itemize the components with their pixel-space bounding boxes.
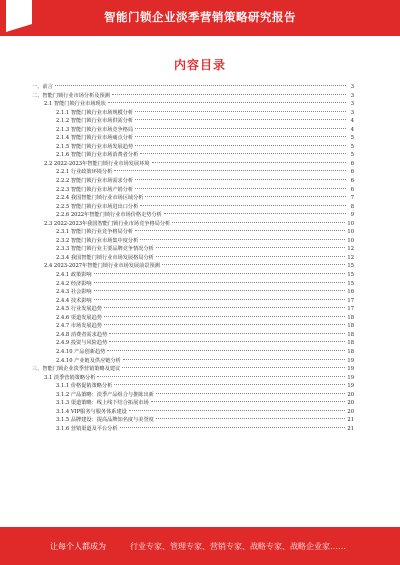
toc-entry-label: 2.3.4 我国智能门锁行业市场发展格局分析: [56, 254, 154, 261]
toc-entry[interactable]: [32, 382, 354, 391]
toc-entry-label: 一、前言: [32, 84, 53, 90]
toc-entry-page: 3: [350, 109, 354, 116]
toc-dot-leader: [94, 299, 346, 300]
toc-entry[interactable]: [32, 254, 354, 263]
toc-dot-leader: [135, 145, 346, 146]
toc-dot-leader: [151, 401, 346, 402]
toc-entry-page: 10: [347, 229, 354, 236]
toc-entry-label: 3.1.4 VIP服务与服务体系建设: [56, 408, 127, 415]
toc-dot-leader: [140, 153, 346, 154]
toc-dot-leader: [162, 264, 346, 265]
toc-entry[interactable]: [32, 228, 354, 237]
toc-dot-leader: [109, 333, 345, 334]
toc-entry-page: 20: [347, 408, 354, 415]
toc-entry-label: 2.4.4 技术影响: [56, 297, 92, 304]
toc-dot-leader: [120, 427, 346, 428]
toc-entry[interactable]: [32, 160, 354, 169]
toc-dot-leader: [104, 324, 345, 325]
toc-entry[interactable]: [32, 374, 354, 383]
toc-dot-leader: [156, 418, 346, 419]
toc-entry-label: 2.1 智能门锁行业市场现状: [44, 101, 106, 108]
toc-dot-leader: [108, 102, 346, 103]
toc-entry[interactable]: [32, 143, 354, 152]
toc-entry-label: 2.4.1 政策影响: [56, 272, 92, 279]
toc-dot-leader: [156, 393, 346, 394]
footer-banner: [0, 527, 400, 565]
toc-entry[interactable]: [32, 126, 354, 135]
toc-entry-label: 2.1.3 智能门锁行业市场竞争格局: [56, 126, 134, 133]
toc-entry-label: 2.1.2 智能门锁行业市场供需分析: [56, 118, 134, 125]
toc-dot-leader: [152, 162, 347, 163]
toc-dot-leader: [140, 239, 345, 240]
toc-dot-leader: [135, 188, 346, 189]
toc-dot-leader: [145, 196, 346, 197]
toc-entry-page: 8: [350, 203, 354, 210]
toc-entry[interactable]: [32, 391, 354, 400]
toc-title: 内容目录: [173, 58, 226, 72]
toc-entry[interactable]: [32, 339, 354, 348]
toc-dot-leader: [114, 170, 346, 171]
toc-entry[interactable]: [32, 322, 354, 331]
toc-entry[interactable]: [32, 177, 354, 186]
footer-tagline: 行业专家、管理专家、营销专家、战略专家、战略企业家……: [130, 542, 346, 551]
toc-dot-leader: [164, 213, 346, 214]
toc-entry-label: 2.4.2 经济影响: [56, 280, 92, 287]
toc-dot-leader: [97, 376, 345, 377]
toc-dot-leader: [107, 350, 345, 351]
toc-entry[interactable]: [32, 220, 354, 229]
toc-entry-label: 2.1.5 智能门锁行业市场发展趋势: [56, 143, 134, 150]
toc-entry-label: 2.4.10 产品创新趋势: [56, 348, 106, 355]
toc-entry-page: 20: [347, 400, 354, 407]
toc-entry-page: 6: [350, 178, 354, 185]
toc-entry-page: 20: [347, 391, 354, 398]
toc-entry-page: 18: [347, 314, 354, 321]
toc-entry-page: 16: [347, 289, 354, 296]
toc-dot-leader: [135, 179, 346, 180]
toc-entry-page: 21: [347, 425, 354, 432]
toc-entry[interactable]: [32, 100, 354, 109]
toc-entry[interactable]: [32, 331, 354, 340]
toc-entry-page: 21: [347, 417, 354, 424]
toc-dot-leader: [94, 290, 346, 291]
toc-entry-label: 2.3 2022-2023年我国智能门锁行业市场竞争格局分析: [44, 220, 171, 227]
report-title: 智能门锁企业淡季营销策略研究报告: [104, 10, 296, 24]
toc-entry-label: 2.4.7 市场发展趋势: [56, 323, 102, 330]
toc-entry[interactable]: [32, 425, 354, 434]
toc-entry[interactable]: [32, 83, 354, 92]
toc-dot-leader: [122, 367, 345, 368]
header-banner: [0, 0, 400, 36]
toc-entry-label: 2.1.6 智能门锁行业市场消费者分析: [56, 152, 139, 159]
toc-entry-label: 2.2.3 智能门锁行业市场产销分析: [56, 186, 134, 193]
toc-dot-leader: [104, 316, 345, 317]
toc-entry[interactable]: [32, 194, 354, 203]
footer-slogan: 让每个人都成为: [50, 542, 106, 551]
toc-entry-page: 5: [350, 152, 354, 159]
toc-entry-label: 3.1.6 营销渠道及平台分析: [56, 425, 118, 432]
toc-entry[interactable]: [32, 203, 354, 212]
toc-entry[interactable]: [32, 262, 354, 271]
toc-entry-page: 3: [350, 92, 354, 99]
toc-entry-page: 4: [350, 118, 354, 125]
toc-entry-label: 2.4.8 消费者需求趋势: [56, 331, 108, 338]
toc-entry-label: 2.3.3 智能门锁行业主要品牌竞争情况分析: [56, 246, 154, 253]
toc-entry[interactable]: [32, 237, 354, 246]
toc-entry[interactable]: [32, 92, 354, 101]
toc-dot-leader: [135, 111, 346, 112]
toc-dot-leader: [123, 359, 346, 360]
toc-entry-label: 2.2.2 智能门锁行业市场需求分析: [56, 178, 134, 185]
toc-entry-page: 5: [350, 135, 354, 142]
toc-entry-page: 17: [347, 306, 354, 313]
toc-entry[interactable]: [32, 280, 354, 289]
toc-entry-page: 15: [347, 272, 354, 279]
toc-entry[interactable]: [32, 416, 354, 425]
toc-entry-page: 18: [347, 323, 354, 330]
toc-dot-leader: [135, 230, 345, 231]
toc-entry[interactable]: [32, 297, 354, 306]
toc-entry-page: 6: [350, 169, 354, 176]
toc-entry[interactable]: [32, 168, 354, 177]
toc-entry-label: 2.1.1 智能门锁行业市场规模分析: [56, 109, 134, 116]
toc-entry[interactable]: [32, 399, 354, 408]
toc-entry-page: 6: [350, 186, 354, 193]
toc-dot-leader: [109, 341, 345, 342]
toc-entry-page: 17: [347, 297, 354, 304]
toc-entry-label: 2.4.5 行业发展趋势: [56, 306, 102, 313]
toc-entry-label: 2.2.4 我国智能门锁行业市场区域分析: [56, 195, 144, 202]
toc-entry[interactable]: [32, 288, 354, 297]
toc-entry-page: 18: [347, 348, 354, 355]
toc-entry[interactable]: [32, 365, 354, 374]
toc-entry[interactable]: [32, 314, 354, 323]
toc-entry-label: 2.4 2023-2027年智能门锁行业市场发展前景预测: [44, 263, 160, 270]
toc-dot-leader: [172, 222, 345, 223]
toc-entry-page: 7: [350, 195, 354, 202]
toc-entry-label: 3.1.2 产品策略：淡季产品组合与推陈出新: [56, 391, 154, 398]
toc-entry-label: 3.1.3 渠道策略：线上线下结合拓展市场: [56, 400, 149, 407]
toc-dot-leader: [156, 256, 346, 257]
toc-entry-label: 2.4.3 社会影响: [56, 289, 92, 296]
toc-entry-page: 10: [347, 220, 354, 227]
toc-entry-page: 4: [350, 126, 354, 133]
toc-entry-page: 3: [350, 84, 354, 90]
toc-entry-label: 2.2.1 行业政策环境分析: [56, 169, 113, 176]
toc-entry-label: 2.3.1 智能门锁行业竞争格局分析: [56, 229, 134, 236]
toc-entry-page: 15: [347, 263, 354, 270]
toc-dot-leader: [135, 128, 346, 129]
toc-entry-page: 19: [347, 374, 354, 381]
toc-entry-page: 12: [347, 254, 354, 261]
toc-entry[interactable]: [32, 211, 354, 220]
toc-dot-leader: [135, 136, 346, 137]
toc-entry[interactable]: [32, 305, 354, 314]
toc-entry-page: 15: [347, 280, 354, 287]
toc-entry[interactable]: [32, 117, 354, 126]
toc-dot-leader: [112, 94, 346, 95]
toc-dot-leader: [135, 119, 346, 120]
toc-entry-label: 2.4.10 产业链及供应链分析: [56, 357, 121, 364]
toc-entry-page: 6: [350, 160, 354, 167]
toc-dot-leader: [94, 273, 346, 274]
toc-entry[interactable]: [32, 271, 354, 280]
toc-entry-page: 19: [347, 383, 354, 390]
toc-entry-page: 12: [347, 246, 354, 253]
toc-entry[interactable]: [32, 348, 354, 357]
toc-entry-label: 2.3.2 智能门锁行业市场集中度分析: [56, 237, 139, 244]
toc-dot-leader: [104, 307, 345, 308]
toc-entry-label: 2.4.9 投资与风险趋势: [56, 340, 108, 347]
toc-entry-label: 二、智能门锁行业市场分析及预测: [32, 92, 110, 99]
toc-dot-leader: [114, 384, 345, 385]
toc-entry-page: 18: [347, 340, 354, 347]
toc-entry-label: 三、智能门锁企业淡季营销策略及建议: [32, 366, 121, 373]
toc-entry[interactable]: [32, 357, 354, 366]
toc-entry-label: 2.4.6 渠道发展趋势: [56, 314, 102, 321]
toc-entry-label: 3.1.5 品牌建设：提高品牌知名度与美誉度: [56, 417, 154, 424]
toc-entry-label: 2.2 2022-2023年智能门锁行业市场发展环境: [44, 160, 150, 167]
toc-entry-page: 5: [350, 143, 354, 150]
toc-entry[interactable]: [32, 408, 354, 417]
toc-entry-label: 2.1.4 智能门锁行业市场痛点分析: [56, 135, 134, 142]
toc-entry[interactable]: [32, 186, 354, 195]
toc-dot-leader: [55, 85, 346, 86]
toc-entry[interactable]: [32, 245, 354, 254]
toc-entry-page: 3: [350, 101, 354, 108]
toc-entry-page: 18: [347, 331, 354, 338]
toc-entry-label: 2.2.5 智能门锁行业市场进出口分析: [56, 203, 139, 210]
toc-entry[interactable]: [32, 134, 354, 143]
toc-dot-leader: [94, 282, 346, 283]
toc-entry-page: 10: [347, 237, 354, 244]
toc-dot-leader: [156, 247, 346, 248]
toc-dot-leader: [140, 205, 346, 206]
toc-entry-page: 9: [350, 212, 354, 219]
toc-dot-leader: [129, 410, 346, 411]
toc-entry-label: 3.1.1 价格促销策略分析: [56, 383, 113, 390]
toc-entry-label: 3.1 淡季营销策略分析: [44, 374, 96, 381]
toc-entry-page: 19: [347, 357, 354, 364]
toc-entry[interactable]: [32, 109, 354, 118]
toc-entry[interactable]: [32, 151, 354, 160]
toc-entry-page: 19: [347, 366, 354, 373]
table-of-contents: [32, 83, 354, 433]
toc-entry-label: 2.2.6 2022年智能门锁行业市场价格走势分析: [56, 212, 162, 219]
